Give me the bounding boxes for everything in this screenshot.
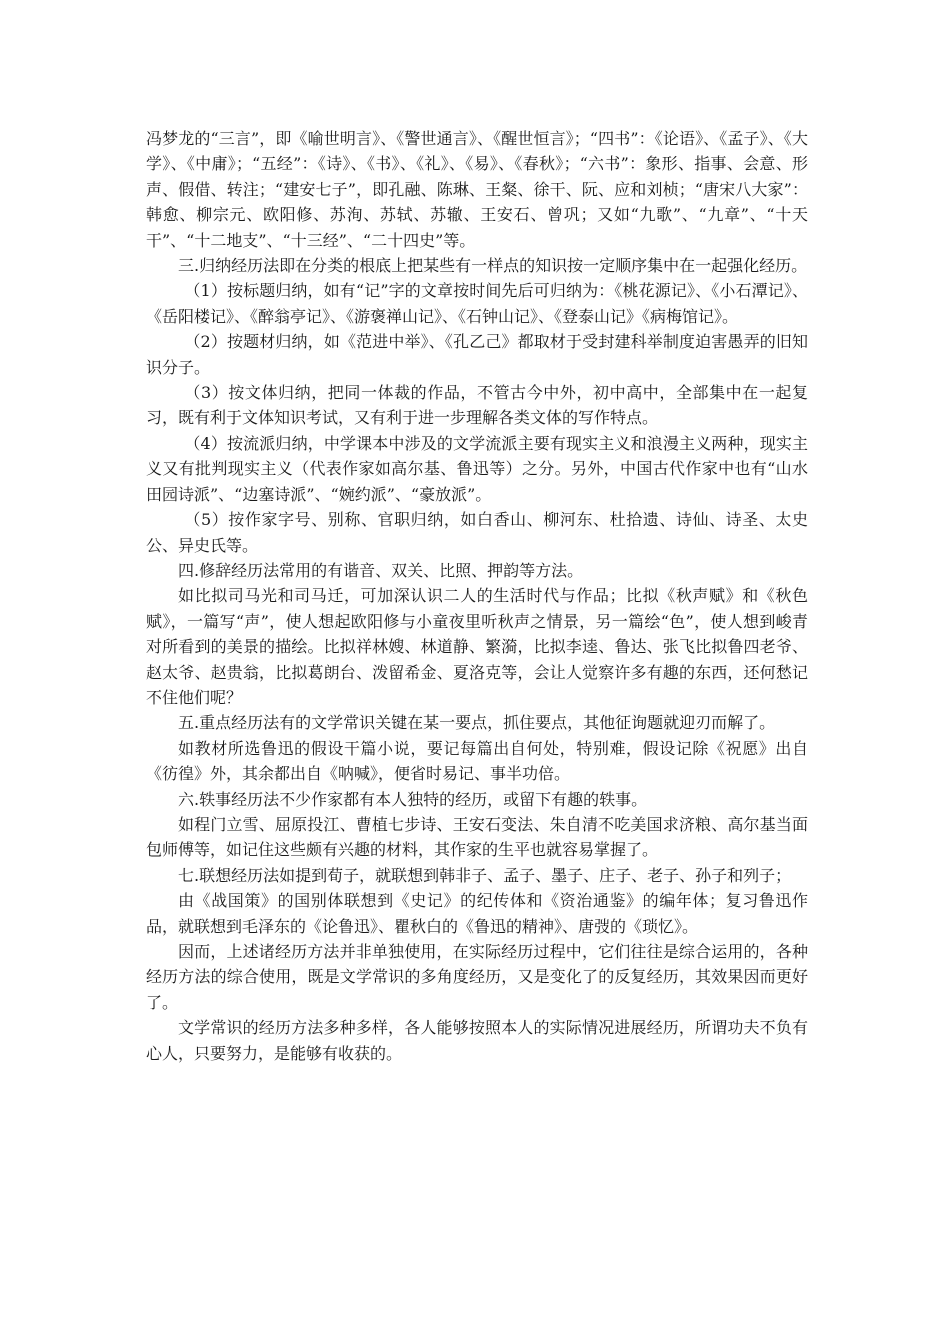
paragraph-method-induction: 三.归纳经历法即在分类的根底上把某些有一样点的知识按一定顺序集中在一起强化经历。: [178, 256, 808, 276]
paragraph-induction-by-school: （4）按流派归纳，中学课本中涉及的文学流派主要有现实主义和浪漫主义两种，现实主义又有批判现实主义（代表作家如高尔基、鲁迅等）之分。另外，中国古代作家中也有“山水田园诗派”、“边塞诗派”、“婉约派”、“豪放派”。: [146, 433, 808, 504]
paragraph-method-association: 七.联想经历法如提到荀子，就联想到韩非子、孟子、墨子、庄子、老子、孙子和列子；: [178, 865, 792, 885]
paragraph-induction-by-genre: （3）按文体归纳，把同一体裁的作品，不管古今中外，初中高中，全部集中在一起复习，既有利于文体知识考试，又有利于进一步理解各类文体的写作特点。: [146, 383, 808, 428]
paragraph-method-key-point: 五.重点经历法有的文学常识关键在某一要点，抓住要点，其他征询题就迎刃而解了。: [178, 713, 776, 733]
document-body: [146, 126, 808, 1066]
paragraph-rhetoric-example: 如比拟司马光和司马迁，可加深认识二人的生活时代与作品；比拟《秋声赋》和《秋色赋》，一篇写“声”，使人想起欧阳修与小童夜里听秋声之情景，另一篇绘“色”，使人想到峻青对所看到的美景的描绘。比拟祥林嫂、林道静、繁漪，比拟李逵、鲁达、张飞比拟鲁四老爷、赵太爷、赵贵翁，比拟葛朗台、泼留希金、夏洛克等，会让人觉察许多有趣的东西，还何愁记不住他们呢？: [146, 586, 808, 707]
paragraph-closing: 文学常识的经历方法多种多样，各人能够按照本人的实际情况进展经历，所谓功夫不负有心人，只要努力，是能够有收获的。: [146, 1018, 808, 1063]
paragraph-induction-by-subject: （2）按题材归纳，如《范进中举》、《孔乙己》都取材于受封建科举制度迫害愚弄的旧知识分子。: [146, 332, 808, 377]
paragraph-key-point-example: 如教材所选鲁迅的假设干篇小说，要记每篇出自何处，特别难，假设记除《祝愿》出自《彷徨》外，其余都出自《呐喊》，便省时易记、事半功倍。: [146, 738, 808, 784]
paragraph-association-example: 由《战国策》的国别体联想到《史记》的纪传体和《资治通鉴》的编年体；复习鲁迅作品，就联想到毛泽东的《论鲁迅》、瞿秋白的《鲁迅的精神》、唐弢的《琐忆》。: [146, 891, 808, 936]
paragraph-induction-by-title: （1）按标题归纳，如有“记”字的文章按时间先后可归纳为：《桃花源记》、《小石潭记》、《岳阳楼记》、《醉翁亭记》、《游褒禅山记》、《石钟山记》、《登泰山记》《病梅馆记》。: [146, 281, 808, 326]
paragraph-induction-by-name: （5）按作家字号、别称、官职归纳，如白香山、柳河东、杜拾遗、诗仙、诗圣、太史公、异史氏等。: [146, 510, 808, 555]
paragraph-method-anecdote: 六.轶事经历法不少作家都有本人独特的经历，或留下有趣的轶事。: [178, 789, 648, 809]
paragraph-literature-groups: 冯梦龙的“三言”，即《喻世明言》、《警世通言》、《醒世恒言》；“四书”：《论语》、《孟子》、《大学》、《中庸》；“五经”：《诗》、《书》、《礼》、《易》、《春秋》；“六书”：象形、指事、会意、形声、假借、转注；“建安七子”，即孔融、陈琳、王粲、徐干、阮、应和刘桢；“唐宋八大家”：韩愈、柳宗元、欧阳修、苏洵、苏轼、苏辙、王安石、曾巩；又如“九歌”、“九章”、“十天干”、“十二地支”、“十三经”、“二十四史”等。: [146, 129, 808, 250]
paragraph-method-rhetoric: 四.修辞经历法常用的有谐音、双关、比照、押韵等方法。: [178, 560, 584, 580]
paragraph-anecdote-example: 如程门立雪、屈原投江、曹植七步诗、王安石变法、朱自清不吃美国求济粮、高尔基当面包师傅等，如记住这些颇有兴趣的材料，其作家的生平也就容易掌握了。: [146, 814, 808, 860]
paragraph-conclusion: 因而，上述诸经历方法并非单独使用，在实际经历过程中，它们往往是综合运用的，各种经历方法的综合使用，既是文学常识的多角度经历，又是变化了的反复经历，其效果因而更好了。: [146, 942, 808, 1012]
